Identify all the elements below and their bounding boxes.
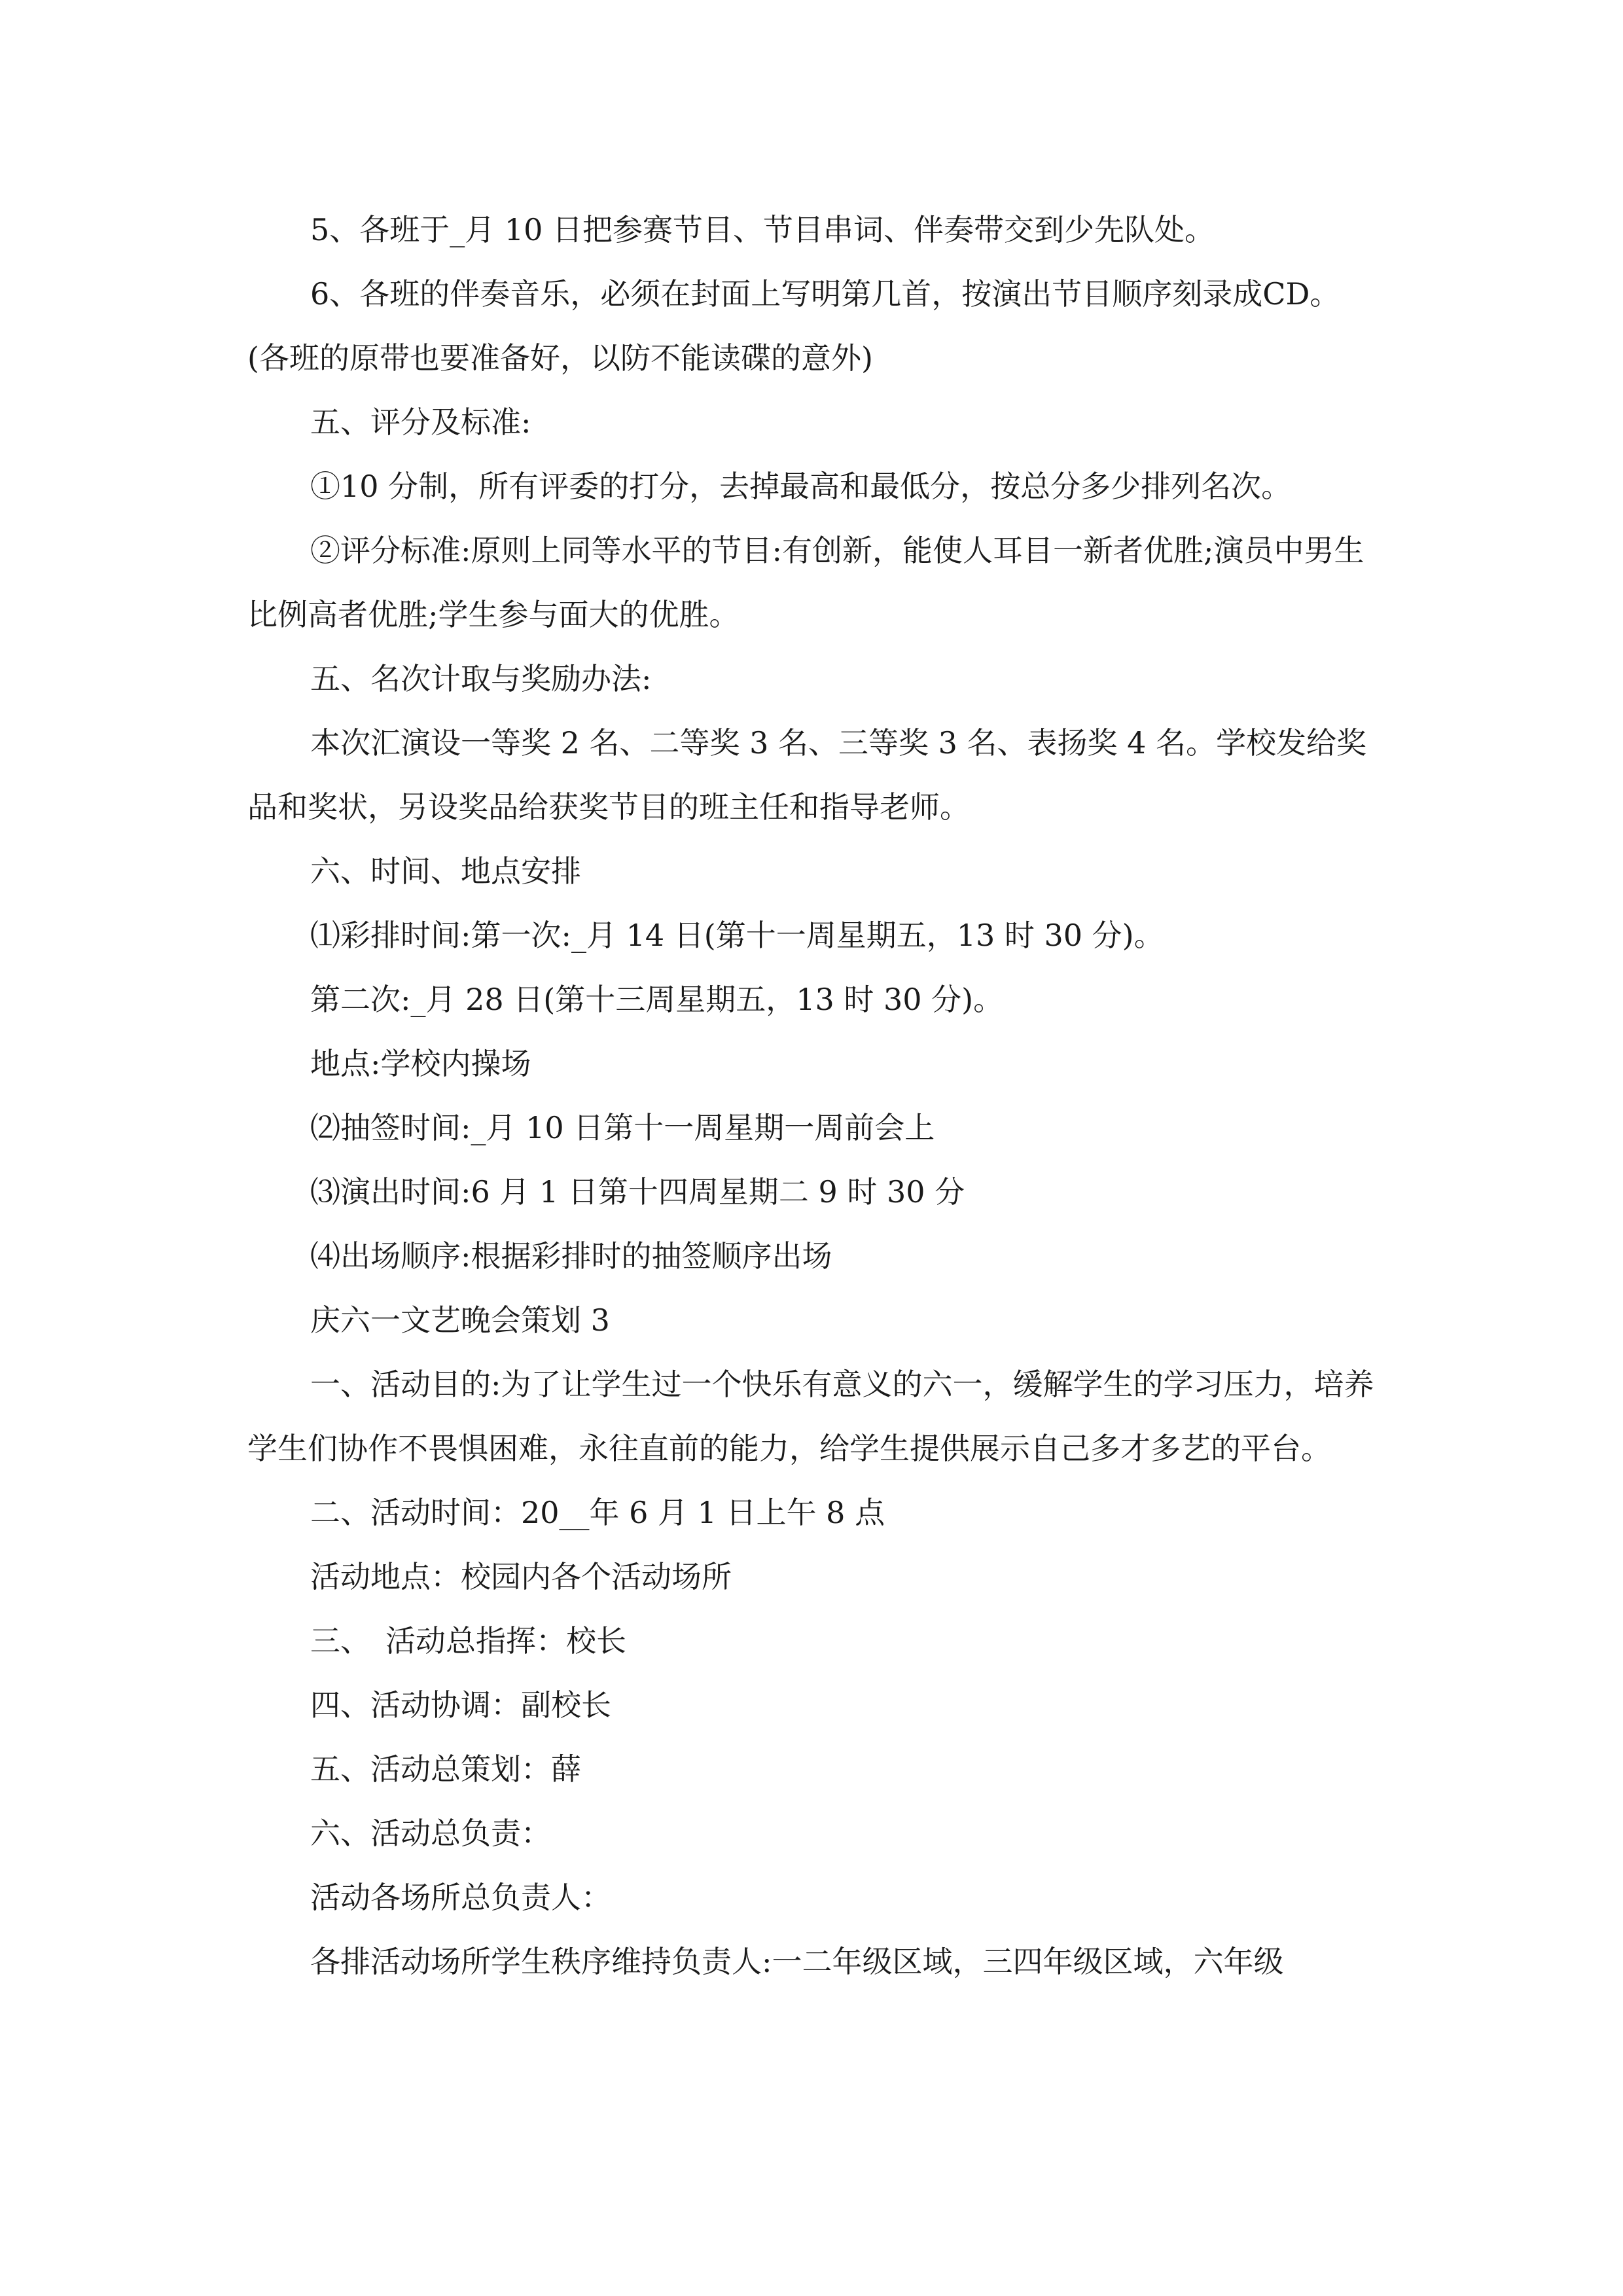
activity-purpose: 一、活动目的:为了让学生过一个快乐有意义的六一，缓解学生的学习压力，培养学生们协作不畏惧困难，永往直前的能力，给学生提供展示自己多才多艺的平台。 — [247, 1367, 1374, 1466]
document-section-title: 庆六一文艺晚会策划 3 — [310, 1302, 610, 1338]
schedule-performance: ⑶演出时间:6 月 1 日第十四周星期二 9 时 30 分 — [310, 1174, 965, 1210]
scoring-rule-2: ②评分标准:原则上同等水平的节目:有创新，能使人耳目一新者优胜;演员中男生比例高者优胜;学生参与面大的优胜。 — [247, 533, 1364, 632]
schedule-rehearsal-2: 第二次:_月 28 日(第十三周星期五，13 时 30 分)。 — [310, 982, 1004, 1017]
order-leads: 各排活动场所学生秩序维持负责人:一二年级区域，三四年级区域，六年级 — [310, 1944, 1284, 1979]
activity-time: 二、活动时间：20__年 6 月 1 日上午 8 点 — [310, 1495, 885, 1530]
schedule-order: ⑷出场顺序:根据彩排时的抽签顺序出场 — [310, 1238, 832, 1274]
schedule-draw: ⑵抽签时间:_月 10 日第十一周星期一周前会上 — [310, 1110, 935, 1145]
paragraph-item-5: 5、各班于_月 10 日把参赛节目、节目串词、伴奏带交到少先队处。 — [310, 212, 1215, 247]
section-heading-scoring: 五、评分及标准: — [310, 404, 531, 440]
activity-location: 活动地点：校园内各个活动场所 — [310, 1559, 732, 1594]
paragraph-item-6: 6、各班的伴奏音乐，必须在封面上写明第几首，按演出节目顺序刻录成CD。(各班的原带也要准备好，以防不能读碟的意外) — [247, 276, 1340, 376]
venue-leads: 活动各场所总负责人： — [310, 1880, 611, 1915]
schedule-location: 地点:学校内操场 — [310, 1046, 531, 1081]
section-heading-schedule: 六、时间、地点安排 — [310, 853, 581, 889]
activity-planner: 五、活动总策划：薛 — [310, 1751, 581, 1787]
activity-commander: 三、 活动总指挥：校长 — [310, 1623, 626, 1659]
section-heading-awards: 五、名次计取与奖励办法: — [310, 661, 652, 696]
awards-paragraph: 本次汇演设一等奖 2 名、二等奖 3 名、三等奖 3 名、表扬奖 4 名。学校发给奖品和奖状，另设奖品给获奖节目的班主任和指导老师。 — [247, 725, 1367, 825]
activity-lead: 六、活动总负责： — [310, 1816, 551, 1851]
document-body — [247, 198, 1380, 1994]
activity-coordinator: 四、活动协调：副校长 — [310, 1687, 611, 1723]
schedule-rehearsal-1: ⑴彩排时间:第一次:_月 14 日(第十一周星期五，13 时 30 分)。 — [310, 918, 1164, 953]
scoring-rule-1: ①10 分制，所有评委的打分，去掉最高和最低分，按总分多少排列名次。 — [310, 469, 1292, 504]
